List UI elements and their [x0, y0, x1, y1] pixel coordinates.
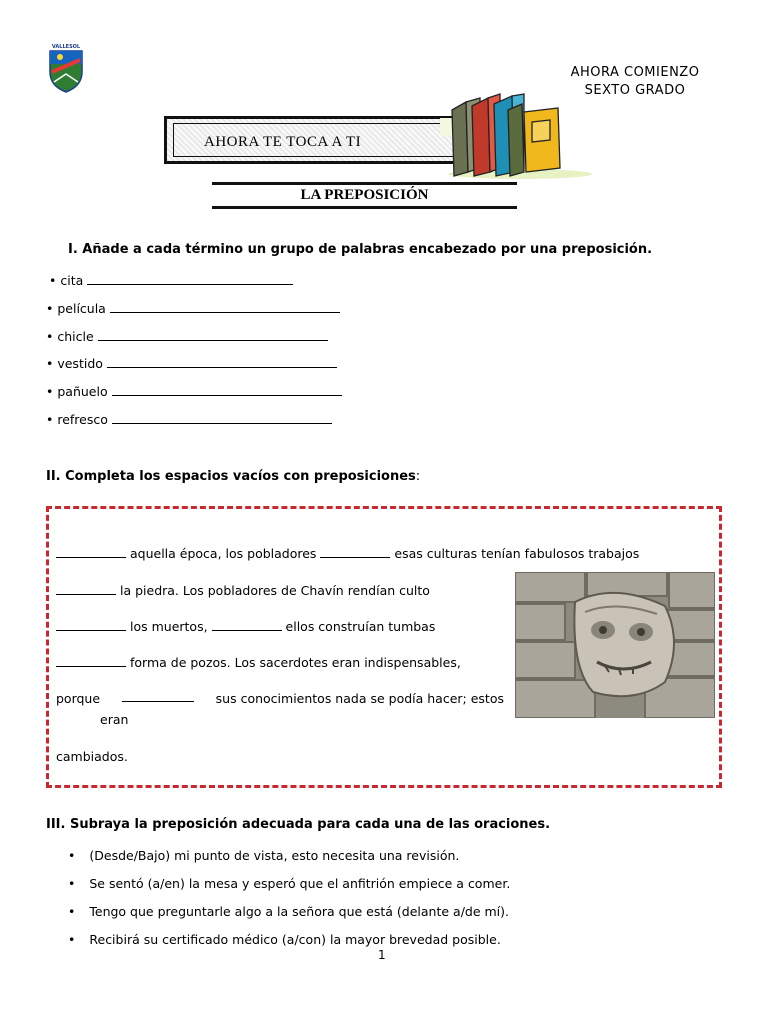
- books-illustration: [438, 88, 598, 180]
- page-number: 1: [378, 948, 386, 962]
- list-item: • chicle: [46, 329, 328, 344]
- school-crest-logo: [46, 42, 86, 94]
- exercise-line-2: la piedra. Los pobladores de Chavín rendían culto: [56, 583, 430, 598]
- answer-blank[interactable]: [212, 620, 282, 631]
- list-item: • pañuelo: [46, 384, 342, 399]
- answer-blank[interactable]: [56, 656, 126, 667]
- answer-blank[interactable]: [98, 330, 328, 341]
- answer-blank[interactable]: [112, 413, 332, 424]
- answer-blank[interactable]: [56, 584, 116, 595]
- banner-title: AHORA TE TOCA A TI: [204, 134, 362, 150]
- section-2-title: II. Completa los espacios vacíos con preposiciones:: [46, 469, 421, 484]
- svg-text:VALLESOL: VALLESOL: [51, 44, 81, 50]
- answer-blank[interactable]: [122, 691, 194, 702]
- answer-blank[interactable]: [56, 620, 126, 631]
- answer-blank[interactable]: [320, 547, 390, 558]
- answer-blank[interactable]: [112, 385, 342, 396]
- exercise-line-3: los muertos, ellos construían tumbas: [56, 619, 435, 634]
- exercise-line-4: forma de pozos. Los sacerdotes eran indispensables,: [56, 655, 461, 670]
- list-item: • cita: [49, 273, 293, 288]
- list-item: • refresco: [46, 412, 332, 427]
- list-item: • Tengo que preguntarle algo a la señora que está (delante a/de mí).: [68, 904, 510, 919]
- exercise-line-1: aquella época, los pobladores esas culturas tenían fabulosos trabajos: [56, 546, 639, 561]
- subtitle: LA PREPOSICIÓN: [300, 187, 429, 203]
- grade-line-1: AHORA COMIENZO: [570, 65, 700, 80]
- answer-blank[interactable]: [87, 274, 293, 285]
- section-1-title: I. Añade a cada término un grupo de palabras encabezado por una preposición.: [68, 242, 653, 257]
- list-item: • Recibirá su certificado médico (a/con) la mayor brevedad posible.: [68, 932, 501, 947]
- answer-blank[interactable]: [110, 302, 340, 313]
- exercise-line-6: cambiados.: [56, 749, 128, 764]
- answer-blank[interactable]: [56, 547, 126, 558]
- exercise-line-5: porque sus conocimientos nada se podía hacer; estos: [56, 691, 504, 706]
- answer-blank[interactable]: [107, 357, 337, 368]
- list-item: • Se sentó (a/en) la mesa y esperó que el anfitrión empiece a comer.: [68, 876, 511, 891]
- list-item: • película: [46, 301, 340, 316]
- list-item: • vestido: [46, 356, 337, 371]
- grade-line-2: SEXTO GRADO: [584, 83, 686, 98]
- chavin-stone-head-image: [515, 572, 715, 718]
- list-item: • (Desde/Bajo) mi punto de vista, esto necesita una revisión.: [68, 848, 460, 863]
- subtitle-rule-top: [212, 182, 517, 185]
- exercise-line-5-cont: eran: [100, 712, 129, 727]
- section-3-title: III. Subraya la preposición adecuada para cada una de las oraciones.: [46, 817, 551, 832]
- subtitle-rule-bottom: [212, 206, 517, 209]
